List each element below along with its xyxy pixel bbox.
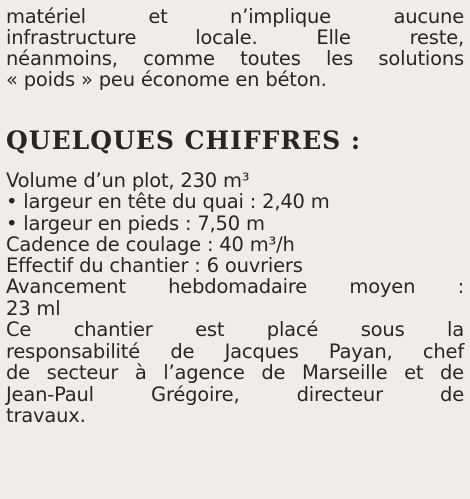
section-heading: QUELQUES CHIFFRES :: [6, 126, 362, 155]
intro-line-4: « poids » peu économe en béton.: [6, 68, 327, 91]
closing-line-5: travaux.: [6, 404, 86, 428]
figure-weekly-progress: Avancement hebdomadaire moyen :: [6, 275, 464, 299]
closing-line-4: Jean-Paul Grégoire, directeur de: [6, 382, 464, 406]
figure-workforce: Effectif du chantier : 6 ouvriers: [6, 254, 303, 278]
closing-line-1: Ce chantier est placé sous la: [6, 318, 464, 342]
intro-line-3: néanmoins, comme toutes les solutions: [6, 47, 464, 70]
closing-line-2: responsabilité de Jacques Payan, chef: [6, 339, 464, 363]
intro-line-1: matériel et n’implique aucune: [6, 5, 464, 28]
figures-list: [6, 170, 464, 319]
document-page: [6, 6, 464, 427]
closing-line-3: de secteur à l’agence de Marseille et de: [6, 361, 464, 385]
intro-line-2: infrastructure locale. Elle reste,: [6, 26, 464, 49]
figure-pour-rate: Cadence de coulage : 40 m³/h: [6, 232, 295, 256]
figure-weekly-progress-value: 23 ml: [6, 296, 61, 320]
closing-paragraph: [6, 319, 464, 427]
figure-base-width: • largeur en pieds : 7,50 m: [6, 211, 265, 235]
figure-top-width: • largeur en tête du quai : 2,40 m: [6, 190, 330, 214]
intro-paragraph: [6, 6, 464, 90]
figure-volume: Volume d’un plot, 230 m³: [6, 169, 250, 192]
